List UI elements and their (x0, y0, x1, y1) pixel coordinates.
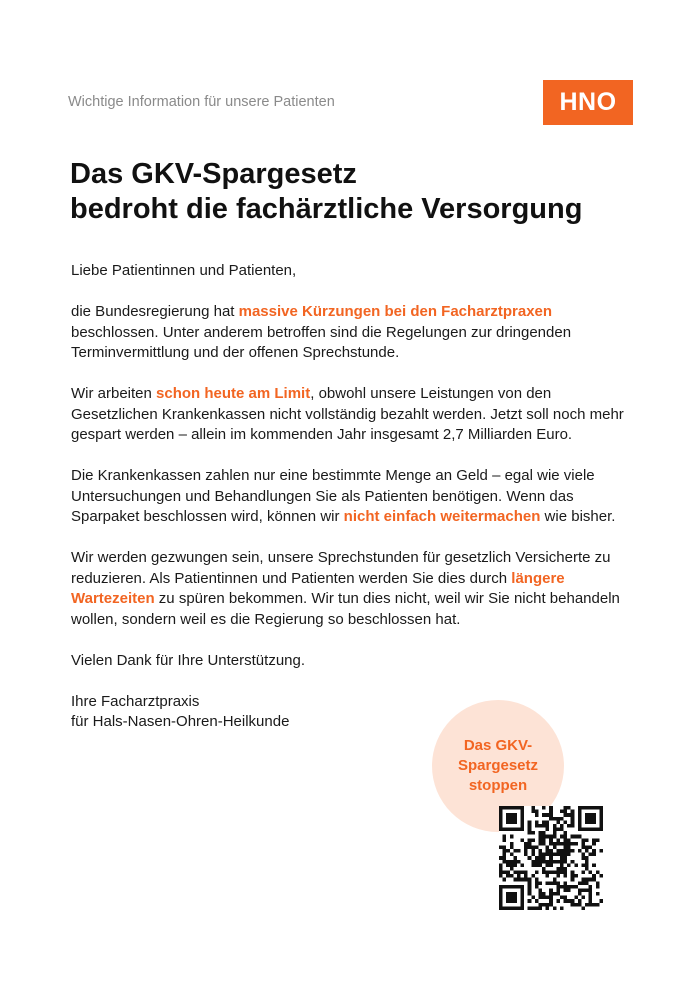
p4-text-b: zu spüren bekommen. Wir tun dies nicht, weil wir Sie nicht behandeln wollen, sondern weil es die Regierung so beschlossen hat. (71, 590, 620, 628)
hno-logo (543, 80, 633, 125)
badge-line-2: Spargesetz (457, 757, 539, 774)
p4-text-a: Wir werden gezwungen sein, unsere Sprechstunden für gesetzlich Versicherte zu reduzieren. Als Patientinnen und Patienten werden Sie dies durch (71, 549, 611, 587)
p2-highlight: schon heute am Limit (156, 385, 311, 402)
p1-text-b: beschlossen. Unter anderem betroffen sind die Regelungen zur dringenden Terminvermittlung und der offenen Sprechstunde. (71, 323, 572, 361)
qr-code-graphic (499, 806, 603, 910)
p1-text-a: die Bundesregierung hat (71, 303, 239, 320)
p3-highlight: nicht einfach weitermachen (343, 508, 541, 525)
p2-text-b: , obwohl unsere Leistungen von den Gesetzlichen Krankenkassen nicht vollständig bezahlt werden. Jetzt soll noch mehr gespart werden – allein im kommenden Jahr insgesamt 2,7 Milliarden Euro. (71, 385, 624, 443)
paragraph-2 (71, 384, 631, 446)
signature-line-2: für Hals-Nasen-Ohren-Heilkunde (71, 713, 290, 730)
paragraph-3 (71, 466, 631, 528)
logo-text: HNO (559, 88, 617, 116)
page-title (70, 157, 670, 227)
topline-info: Wichtige Information für unsere Patienten (68, 94, 335, 110)
badge-line-3: stoppen (468, 777, 528, 794)
p1-highlight: massive Kürzungen bei den Facharztpraxen (238, 303, 553, 320)
p3-text-b: wie bisher. (540, 508, 616, 525)
greeting: Liebe Patientinnen und Patienten, (71, 262, 297, 279)
signature-line-1: Ihre Facharztpraxis (71, 692, 200, 710)
paragraph-1 (71, 302, 631, 364)
paragraph-4 (71, 548, 631, 630)
letter-body (71, 261, 631, 733)
title-line-1: Das GKV-Spargesetz (70, 158, 357, 190)
p3-text-a: Die Krankenkassen zahlen nur eine bestimmte Menge an Geld – egal wie viele Untersuchungen und Behandlungen Sie als Patienten benötigen. Wenn das Sparpaket beschlossen wird, können wir (71, 467, 595, 525)
p4-highlight: längere Wartezeiten (71, 569, 565, 607)
p2-text-a: Wir arbeiten (71, 385, 157, 402)
thanks-line: Vielen Dank für Ihre Unterstützung. (71, 651, 306, 669)
badge-line-1: Das GKV- (463, 737, 533, 754)
title-line-2: bedroht die fachärztliche Versorgung (70, 193, 583, 225)
qr-code[interactable] (499, 806, 603, 910)
